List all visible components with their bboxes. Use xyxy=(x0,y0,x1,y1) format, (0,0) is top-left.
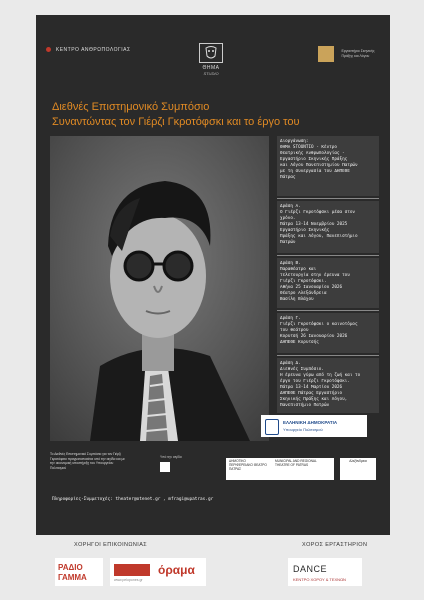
divider xyxy=(277,255,379,256)
divider xyxy=(277,355,379,356)
contact-info: Πληροφορίες-Συμμετοχές: theater@otenet.gr , mfragi@upatras.gr xyxy=(52,497,214,502)
organization-text: Διοργάνωση: ΘΗΜΑ STOUNTIO - Κέντρο Θεατρικής Ανθρωπολογίας - Εργαστήριο Σκηνικής Πράξης και Λόγου Πανεπιστημίου Πατρών με τη συνεργασία του ΔΗΠΕΘΕ Πάτρας xyxy=(280,139,358,180)
dance-center-logo xyxy=(288,558,362,586)
dance-name: DANCE xyxy=(293,564,328,574)
auspices-emblem-icon xyxy=(160,462,170,472)
workshop-square-icon xyxy=(318,46,334,62)
act-d-panel xyxy=(277,358,379,413)
orama-url: www.pelopones.gr xyxy=(114,578,143,582)
orama-name: όραμα xyxy=(158,563,195,577)
anthropology-center-logo xyxy=(46,47,131,53)
logo-mark-icon xyxy=(46,47,51,52)
act-b-panel xyxy=(277,258,379,308)
radio-gamma-line-2: ΓΑΜΜΑ xyxy=(58,573,87,582)
divider xyxy=(277,198,379,199)
auspices-block xyxy=(160,455,188,479)
municipal-theatre-logo: MUNICIPAL AND REGIONAL THEATRE OF PATRAS xyxy=(272,458,334,480)
title-line-1: Διεθνές Επιστημονικό Συμπόσιο xyxy=(52,101,210,113)
act-a-panel xyxy=(277,201,379,253)
greek-republic-logo xyxy=(261,415,367,437)
dipethe-logo: ΔΗΜΟΤΙΚΟ ΠΕΡΙΦΕΡΕΙΑΚΟ ΘΕΑΤΡΟ ΠΑΤΡΑΣ xyxy=(226,458,272,480)
greek-emblem-icon xyxy=(265,419,279,435)
organization-panel xyxy=(277,136,379,196)
dance-sub: ΚΕΝΤΡΟ ΧΟΡΟΥ & ΤΕΧΝΩΝ xyxy=(293,577,346,582)
orama-logo xyxy=(110,558,206,586)
thima-sub: STUDIO xyxy=(203,71,219,76)
act-d-text: Δράση Δ. Διεθνές Συμπόσιο. Η έρευνα γύρω από τη ζωή και το έργο του Γιέρζι Γκροτόφσκι. Πάτρα 13-14 Μαρτίου 2026 ΔΗΠΕΘΕ Πάτρας Εργαστήριο Σκηνικής Πράξης και Λόγου, Πανεπιστήμιο Πατρών xyxy=(280,361,361,408)
workshop-sponsor-label: ΧΟΡΟΣ ΕΡΓΑΣΤΗΡΙΟΝ xyxy=(302,542,368,548)
communication-sponsors-label: ΧΟΡΗΓΟΙ ΕΠΙΚΟΙΝΩΝΙΑΣ xyxy=(74,542,148,548)
workshop-text: Εργαστήριο Σκηνικής Πράξης και Λόγου xyxy=(341,48,375,58)
poster xyxy=(36,15,390,535)
auspices-label: Υπό την αιγίδα xyxy=(160,455,182,459)
act-b-text: Δράση Β. Παραθέατρο και τελετουργία στην έρευνα του Γιέρζι Γκροτόφσκι. Αθήνα 25 Ιανουαρίου 2026 Θέατρο Αλεξάνδρεια Βασίλη Βλάχου xyxy=(280,261,350,302)
radio-gamma-logo xyxy=(55,558,103,586)
divider xyxy=(277,310,379,311)
support-note: Το Διεθνές Επιστημονικό Συμπόσιο για τον Γιέρζι Γκροτόφσκι πραγματοποιείται υπό την αιγίδα και με την οικονομική υποστήριξη του Υπουργείου Πολιτισμού xyxy=(50,452,125,470)
thima-name: ΘΗΜΑ xyxy=(202,65,220,71)
act-c-panel xyxy=(277,313,379,353)
portrait-photo xyxy=(50,136,269,441)
greek-republic-text: ΕΛΛΗΝΙΚΗ ΔΗΜΟΚΡΑΤΙΑ xyxy=(283,420,338,425)
act-c-text: Δράση Γ. Γιέρζι Γκροτόφσκι ο καινοτόμος του θεάτρου Κορυτσή 26 Ιανουαρίου 2026 ΔΗΠΕΘΕ Κορυτσής xyxy=(280,316,358,345)
alexandreia-logo: Αλεξάνδρεια xyxy=(340,458,376,480)
title-line-2: Συναντώντας τον Γιέρζι Γκροτόφσκι και το έργο του xyxy=(52,116,300,128)
orama-red-block xyxy=(114,564,150,576)
ministry-text: Υπουργείο Πολιτισμού xyxy=(283,427,323,432)
act-a-text: Δράση Α. Ο Γιέρζι Γκροτόφσκι μέσα στον χρόνο. Πάτρα 13-14 Νοεμβρίου 2025 Εργαστήριο Σκηνικής Πράξης και Λόγου, Πανεπιστήμιο Πατρών xyxy=(280,204,358,245)
anthropology-center-text: ΚΕΝΤΡΟ ΑΝΘΡΩΠΟΛΟΓΙΑΣ xyxy=(55,47,131,53)
workshop-logo xyxy=(318,45,381,63)
mask-icon xyxy=(199,43,223,63)
radio-gamma-line-1: ΡΑΔΙΟ xyxy=(58,563,83,572)
partner-bar xyxy=(50,447,380,487)
thima-studio-logo xyxy=(196,43,226,76)
